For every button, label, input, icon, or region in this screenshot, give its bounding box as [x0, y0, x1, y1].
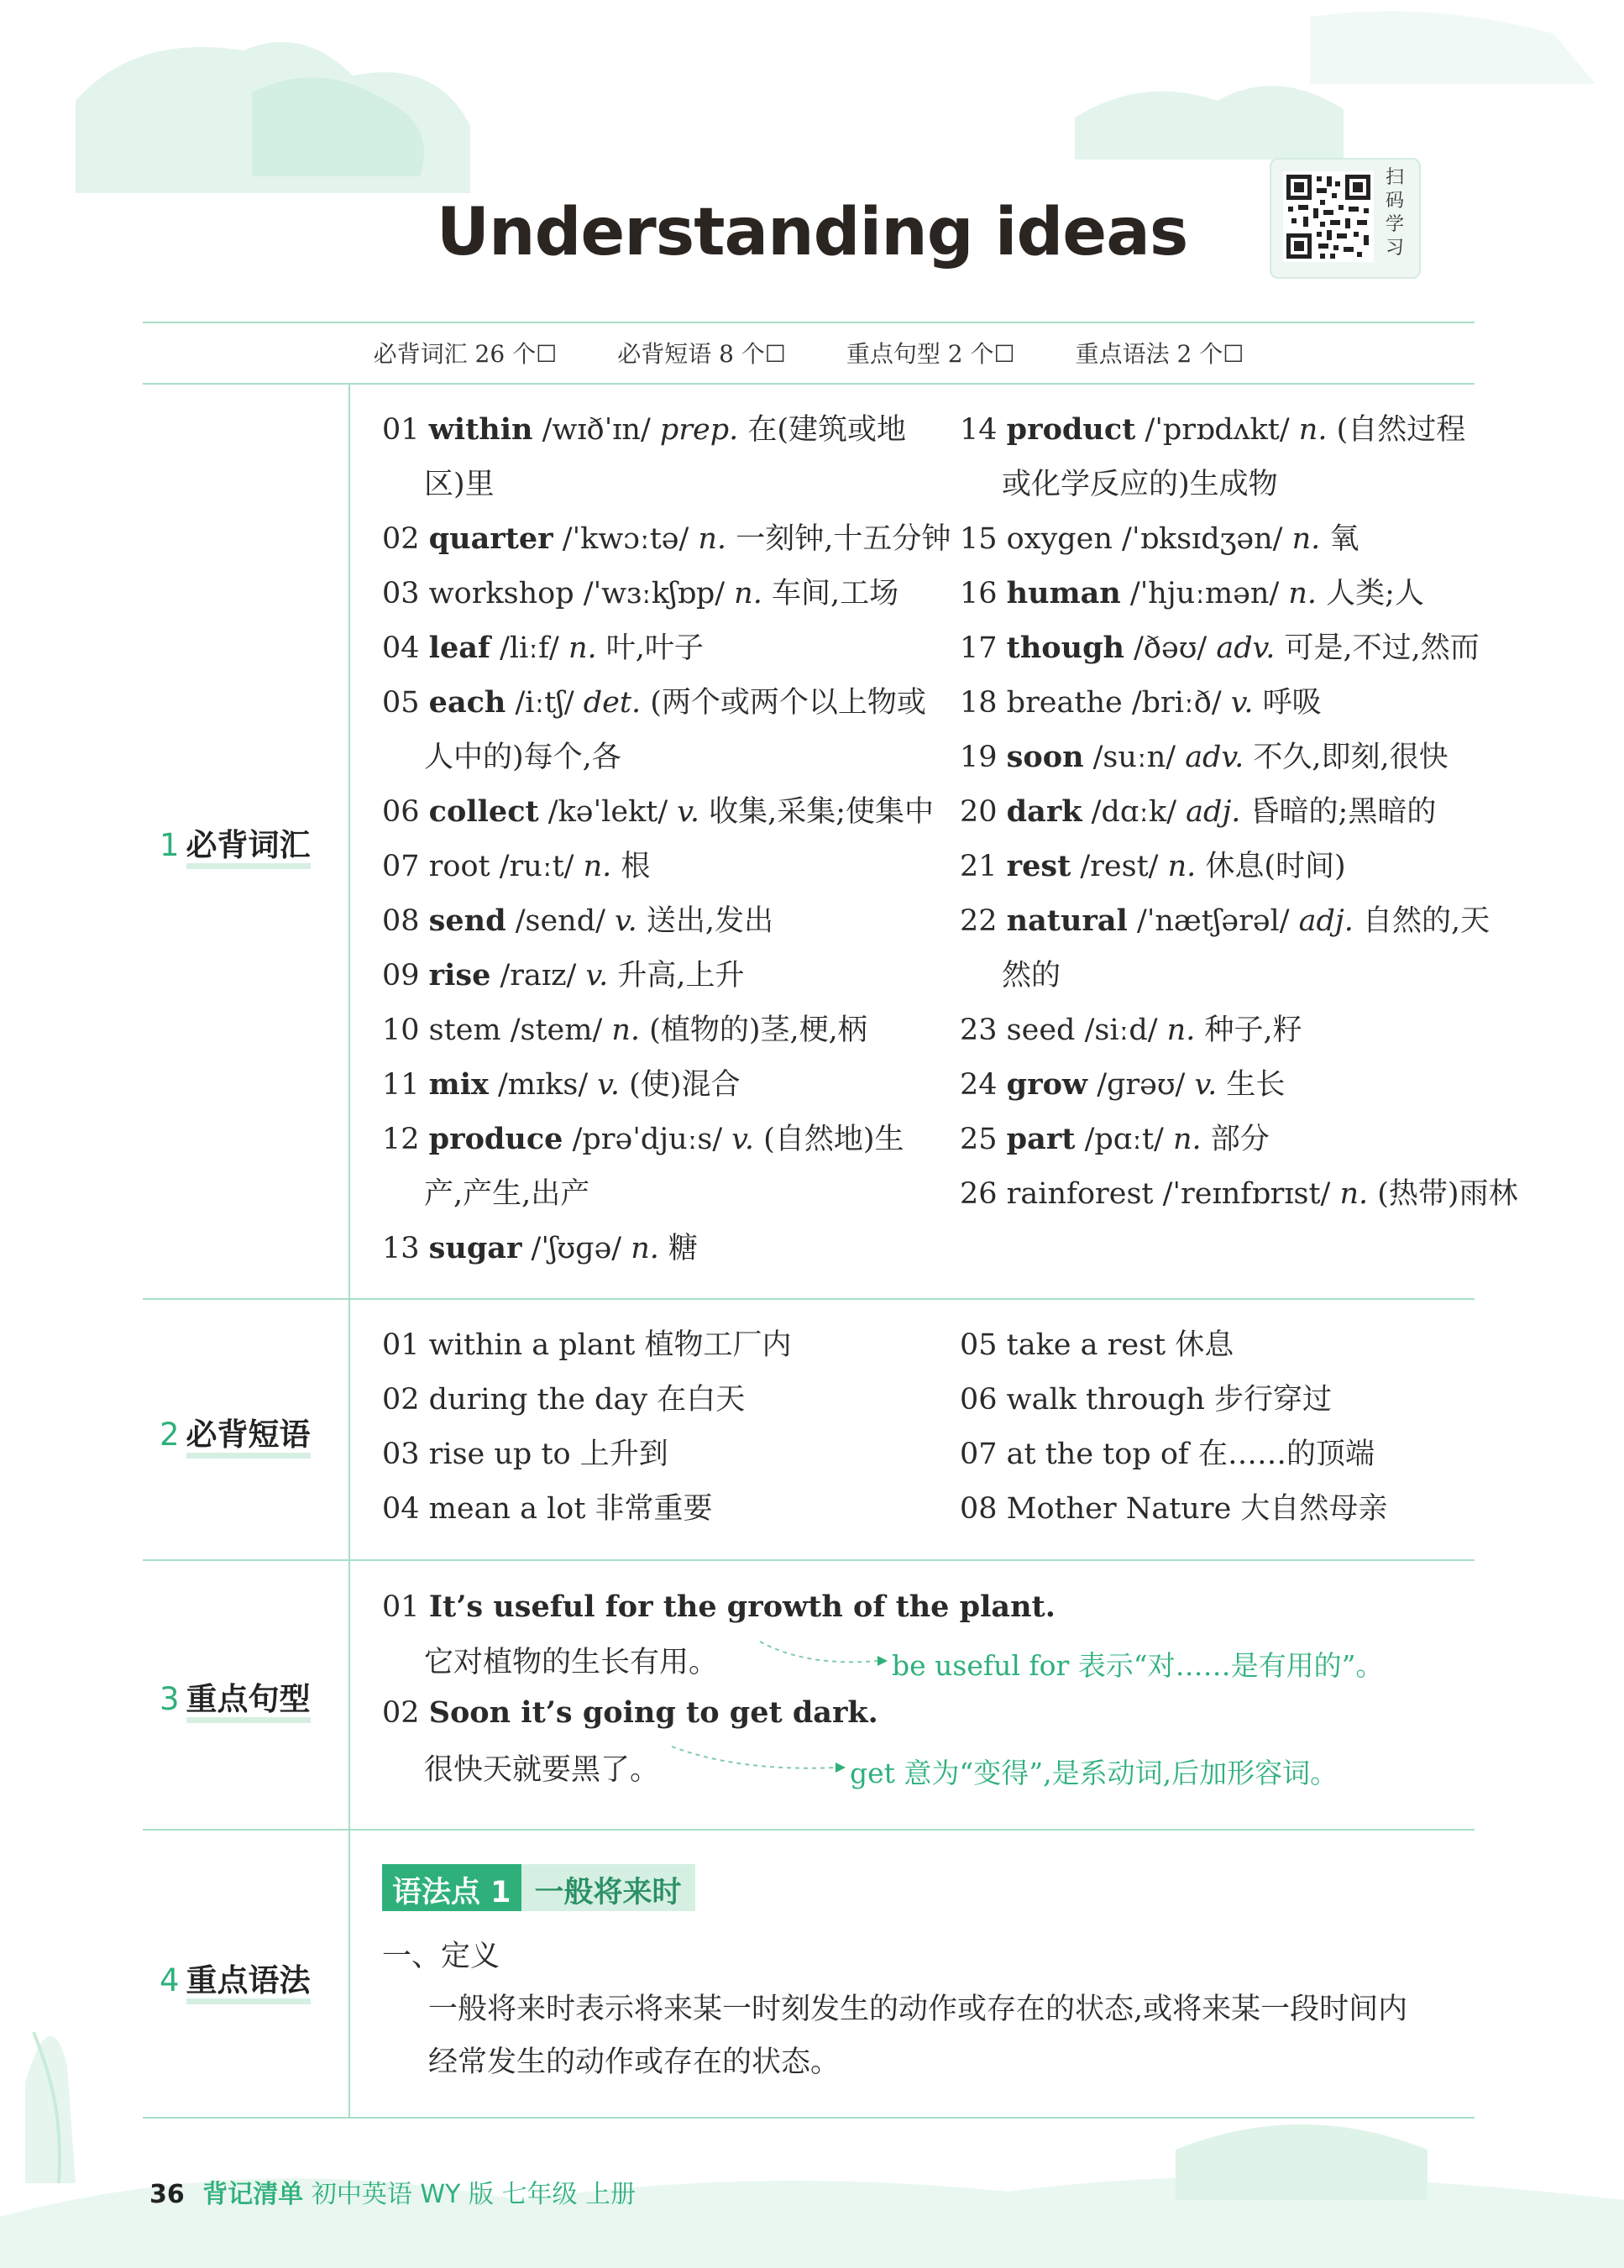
- vocab-item: 15 oxygen /ˈɒksɪdʒən/ n. 氧: [960, 522, 1359, 556]
- vocab-item: 01 within /wɪðˈɪn/ prep. 在(建筑或地: [382, 412, 907, 447]
- section-label-sentences: 3 重点句型: [160, 1674, 311, 1719]
- grammar-paragraph-line: 一般将来时表示将来某一时刻发生的动作或存在的状态,或将来某一段时间内: [428, 1993, 1408, 2026]
- grammar-badge-num: 语法点 1: [382, 1864, 521, 1911]
- vocab-item: 11 mix /mɪks/ v. (使)混合: [382, 1067, 741, 1102]
- vocab-item-continuation: 或化学反应的)生成物: [1002, 468, 1278, 501]
- vocab-item: 25 part /pɑːt/ n. 部分: [960, 1122, 1270, 1156]
- vocab-item: 04 leaf /liːf/ n. 叶,叶子: [382, 631, 704, 665]
- vocab-item-continuation: 产,产生,出产: [424, 1177, 590, 1211]
- vocab-item: 03 workshop /ˈwɜːkʃɒp/ n. 车间,工场: [382, 577, 899, 610]
- vocab-item: 21 rest /rest/ n. 休息(时间): [960, 849, 1346, 883]
- vocab-item-continuation: 然的: [1002, 959, 1061, 993]
- phrase-item: 04 mean a lot 非常重要: [382, 1492, 713, 1526]
- vocab-item: 23 seed /siːd/ n. 种子,籽: [960, 1014, 1302, 1047]
- vocab-item: 02 quarter /ˈkwɔːtə/ n. 一刻钟,十五分钟: [382, 521, 951, 556]
- vocab-item: 18 breathe /briːð/ v. 呼吸: [960, 686, 1322, 720]
- sentence-note: be useful for 表示“对……是有用的”。: [892, 1649, 1384, 1682]
- page-title: Understanding ideas: [436, 195, 1188, 270]
- vocab-item: 14 product /ˈprɒdʌkt/ n. (自然过程: [960, 412, 1466, 447]
- phrase-item: 02 during the day 在白天: [382, 1383, 746, 1417]
- book-info: 初中英语 WY 版 七年级 上册: [311, 2180, 636, 2209]
- stat-grammar: 重点语法 2 个☐: [1075, 340, 1244, 368]
- vocab-item: 12 produce /prəˈdjuːs/ v. (自然地)生: [382, 1122, 904, 1156]
- phrase-item: 08 Mother Nature 大自然母亲: [960, 1492, 1388, 1526]
- grammar-heading: 一、定义: [382, 1940, 500, 1973]
- qr-label: 扫码学习: [1385, 167, 1404, 259]
- vocab-item: 06 collect /kəˈlekt/ v. 收集,采集;使集中: [382, 794, 935, 829]
- phrase-item: 05 take a rest 休息: [960, 1328, 1234, 1362]
- page-number: 36: [149, 2180, 185, 2209]
- section-label-phrases: 2 必背短语: [160, 1409, 311, 1454]
- page-footer: [149, 2173, 636, 2210]
- vocab-item: 17 though /ðəʊ/ adv. 可是,不过,然而: [960, 631, 1480, 665]
- book-series: 背记清单: [202, 2180, 304, 2209]
- vocab-item: 20 dark /dɑːk/ adj. 昏暗的;黑暗的: [960, 794, 1437, 829]
- sentence-zh: 很快天就要黑了。: [424, 1753, 660, 1787]
- sentence-zh: 它对植物的生长有用。: [424, 1646, 719, 1679]
- section-label-grammar: 4 重点语法: [160, 1955, 311, 2000]
- sentence-en: 01 It’s useful for the growth of the plant.: [382, 1590, 1056, 1624]
- grammar-badge: [382, 1864, 695, 1911]
- sentence-en: 02 Soon it’s going to get dark.: [382, 1695, 878, 1730]
- vocab-item: 07 root /ruːt/ n. 根: [382, 850, 651, 883]
- vocab-item: 09 rise /raɪz/ v. 升高,上升: [382, 958, 745, 993]
- vocab-item: 19 soon /suːn/ adv. 不久,即刻,很快: [960, 740, 1449, 774]
- vocab-item: 10 stem /stem/ n. (植物的)茎,梗,柄: [382, 1014, 867, 1047]
- vocab-item: 22 natural /ˈnætʃərəl/ adj. 自然的,天: [960, 904, 1490, 938]
- section-label-vocab: 1 必背词汇: [160, 820, 311, 865]
- vocab-item-continuation: 区)里: [424, 468, 495, 501]
- vocab-item: 26 rainforest /ˈreɪnfɒrɪst/ n. (热带)雨林: [960, 1177, 1518, 1211]
- stat-sentences: 重点句型 2 个☐: [846, 340, 1015, 368]
- vocab-item: 05 each /iːtʃ/ det. (两个或两个以上物或: [382, 685, 926, 720]
- phrase-item: 01 within a plant 植物工厂内: [382, 1328, 792, 1362]
- phrase-item: 06 walk through 步行穿过: [960, 1383, 1333, 1417]
- grammar-paragraph-line: 经常发生的动作或存在的状态。: [428, 2045, 841, 2079]
- phrase-item: 07 at the top of 在……的顶端: [960, 1438, 1375, 1471]
- vocab-item: 16 human /ˈhjuːmən/ n. 人类;人: [960, 576, 1424, 610]
- vocab-item: 08 send /send/ v. 送出,发出: [382, 904, 774, 938]
- grammar-badge-title: 一般将来时: [521, 1864, 695, 1911]
- stat-vocab: 必背词汇 26 个☐: [373, 340, 558, 368]
- vocab-item: 13 sugar /ˈʃʊɡə/ n. 糖: [382, 1231, 699, 1265]
- vocab-item: 24 grow /ɡrəʊ/ v. 生长: [960, 1067, 1286, 1102]
- vocab-item-continuation: 人中的)每个,各: [424, 741, 621, 774]
- phrase-item: 03 rise up to 上升到: [382, 1438, 668, 1471]
- sentence-note: get 意为“变得”,是系动词,后加形容词。: [850, 1757, 1338, 1789]
- stat-phrases: 必背短语 8 个☐: [617, 340, 786, 368]
